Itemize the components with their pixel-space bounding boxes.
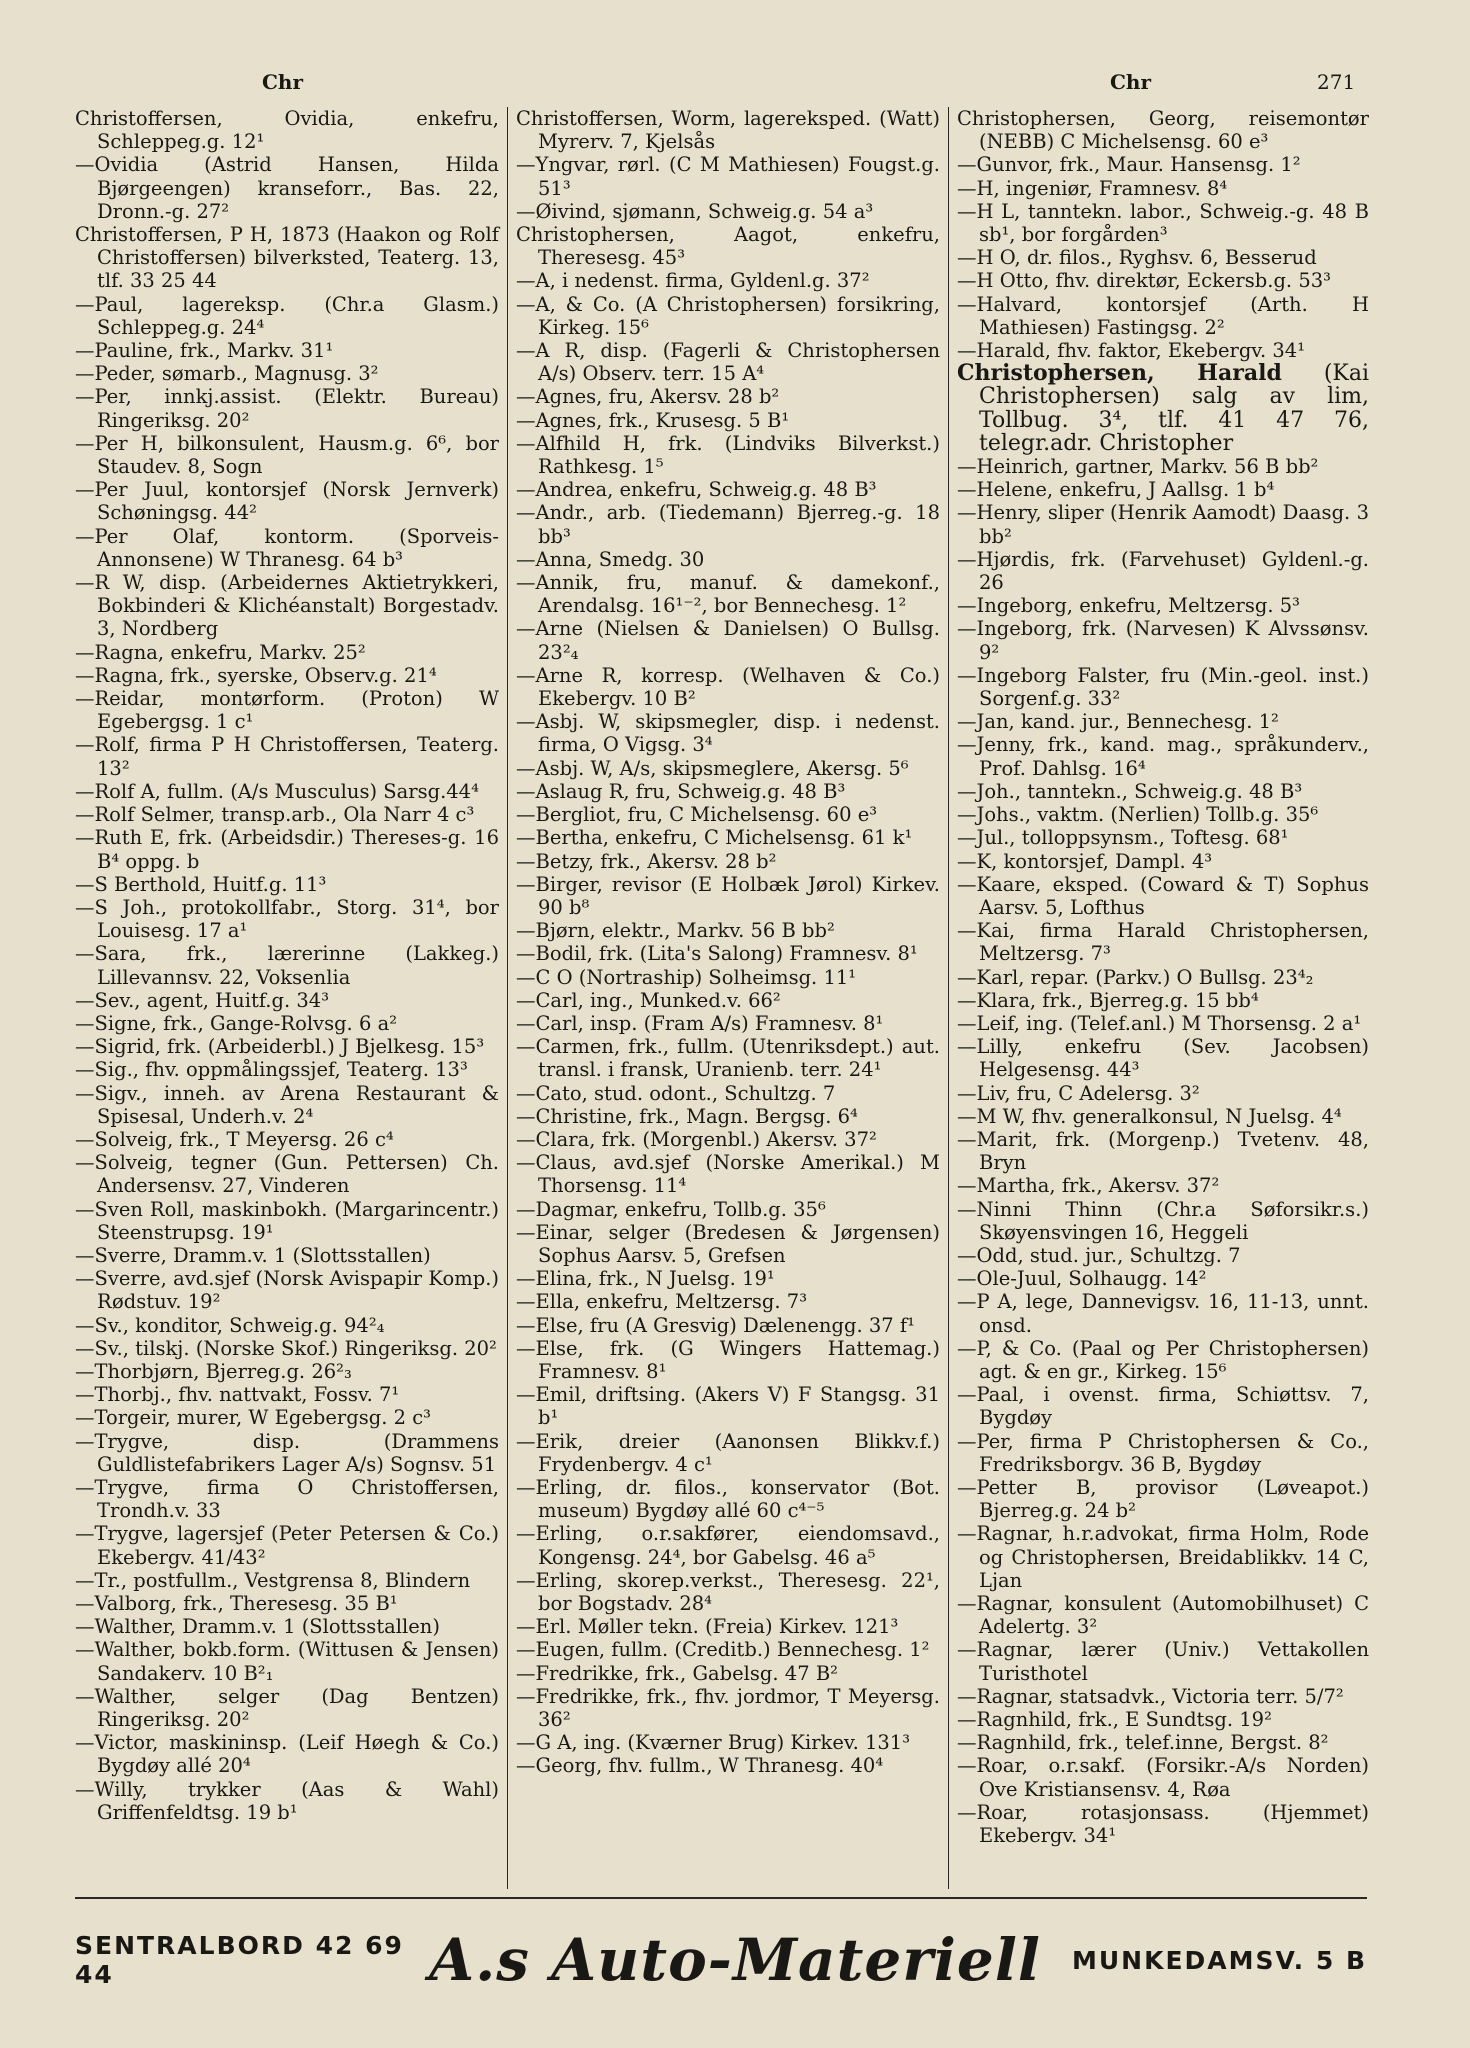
directory-entry: —Karl, repar. (Parkv.) O Bullsg. 23⁴₂ (957, 965, 1314, 989)
directory-entry: —Walther, selger (Dag Bentzen) Ringeriksg. 20² (75, 1684, 499, 1732)
directory-entry: —Signe, frk., Gange-Rolvsg. 6 a² (75, 1011, 398, 1035)
directory-entry: —Leif, ing. (Telef.anl.) M Thorsensg. 2 a¹ (957, 1011, 1362, 1035)
header-right: Chr (1110, 70, 1151, 94)
directory-entry: —Lilly, enkefru (Sev. Jacobsen) Helgesensg. 44³ (957, 1035, 1369, 1082)
directory-entry: —Rolf, firma P H Christoffersen, Teaterg. 13² (75, 733, 499, 780)
directory-entry: —Per Juul, kontorsjef (Norsk Jernverk) Schøningsg. 44² (75, 478, 499, 525)
directory-entry: —Eugen, fullm. (Creditb.) Bennechesg. 1² (516, 1638, 930, 1662)
directory-entry: —Sven Roll, maskinbokh. (Margarincentr.) Steenstrupsg. 19¹ (75, 1197, 499, 1244)
directory-entry: —Trygve, disp. (Drammens Guldlistefabrikers Lager A/s) Sognsv. 51 (75, 1429, 499, 1476)
directory-entry: —Bodil, frk. (Lita's Salong) Framnesv. 8¹ (516, 942, 918, 966)
directory-entry: Christophersen, Harald (Kai Christophersen) salg av lim, Tollbug. 3⁴, tlf. 41 47 76, telegr.adr. Christopher (957, 360, 1369, 456)
directory-entry: —Roar, o.r.sakf. (Forsikr.-A/s Norden) Ove Kristiansensv. 4, Røa (957, 1754, 1369, 1801)
ad-address: MUNKEDAMSV. 5 B (1071, 1945, 1367, 1975)
directory-entry: —Aslaug R, fru, Schweig.g. 48 B³ (516, 779, 846, 803)
directory-entry: —Ragnar, lærer (Univ.) Vettakollen Turisthotel (957, 1638, 1369, 1685)
directory-entry: —Per Olaf, kontorm. (Sporveis-Annonsene) W Thranesg. 64 b³ (75, 524, 499, 571)
directory-entry: —Ovidia (Astrid Hansen, Hilda Bjørgeengen) kranseforr., Bas. 22, Dronn.-g. 27² (75, 153, 499, 223)
directory-entry: —Ruth E, frk. (Arbeidsdir.) Thereses-g. 16 B⁴ oppg. b (75, 826, 499, 873)
directory-entry: —Tr., postfullm., Vestgrensa 8, Blindern (75, 1568, 471, 1592)
directory-entry: —Christine, frk., Magn. Bergsg. 6⁴ (516, 1104, 858, 1128)
directory-entry: —Carl, ing., Munked.v. 66² (516, 988, 781, 1012)
directory-entry: —C O (Nortraship) Solheimsg. 11¹ (516, 965, 857, 989)
directory-entry: —Øivind, sjømann, Schweig.g. 54 a³ (516, 199, 874, 223)
directory-entry: —Alfhild H, frk. (Lindviks Bilverkst.) Rathkesg. 1⁵ (516, 431, 940, 479)
directory-entry: —K, kontorsjef, Dampl. 4³ (957, 849, 1213, 873)
directory-entry: —Ingeborg, enkefru, Meltzersg. 5³ (957, 594, 1300, 618)
directory-entry: —Agnes, fru, Akersv. 28 b² (516, 385, 780, 409)
directory-entry: —Pauline, frk., Markv. 31¹ (75, 339, 334, 363)
directory-entry: —S Berthold, Huitf.g. 11³ (75, 872, 327, 896)
directory-entry: —Torgeir, murer, W Egebergsg. 2 c³ (75, 1406, 431, 1430)
directory-entry: —M W, fhv. generalkonsul, N Juelsg. 4⁴ (957, 1104, 1342, 1128)
directory-entry: Christophersen, Georg, reisemontør (NEBB) C Michelsensg. 60 e³ (957, 107, 1369, 154)
directory-entry: —Sverre, Dramm.v. 1 (Slottsstallen) (75, 1243, 431, 1267)
directory-entry: —Ingeborg Falster, fru (Min.-geol. inst.) Sorgenf.g. 33² (957, 663, 1369, 711)
directory-entry: —A R, disp. (Fagerli & Christophersen A/s) Observ. terr. 15 A⁴ (516, 339, 940, 386)
directory-entry: —Paul, lagereksp. (Chr.a Glasm.) Schleppeg.g. 24⁴ (75, 292, 499, 339)
directory-entry: —Sigv., inneh. av Arena Restaurant & Spisesal, Underh.v. 2⁴ (75, 1081, 499, 1128)
directory-entry: —Trygve, firma O Christoffersen, Trondh.v. 33 (75, 1475, 499, 1523)
directory-entry: —Ella, enkefru, Meltzersg. 7³ (516, 1290, 808, 1314)
directory-entry: —Per, firma P Christophersen & Co., Fredriksborgv. 36 B, Bygdøy (957, 1429, 1369, 1476)
directory-entry: —Claus, avd.sjef (Norske Amerikal.) M Thorsensg. 11⁴ (516, 1151, 940, 1198)
directory-entry: —Per, innkj.assist. (Elektr. Bureau) Ringeriksg. 20² (75, 385, 499, 432)
directory-entry: —Ingeborg, frk. (Narvesen) K Alvssønsv. 9² (957, 617, 1369, 664)
directory-entry: —P, & Co. (Paal og Per Christophersen) agt. & en gr., Kirkeg. 15⁶ (957, 1336, 1369, 1383)
directory-entry: —Erling, dr. filos., konservator (Bot. museum) Bygdøy allé 60 c⁴⁻⁵ (516, 1475, 940, 1523)
directory-entry: —Andrea, enkefru, Schweig.g. 48 B³ (516, 478, 877, 502)
directory-entry: —A, & Co. (A Christophersen) forsikring, Kirkeg. 15⁶ (516, 292, 940, 339)
column-2 (507, 107, 948, 1889)
directory-entry: —Arne R, korresp. (Welhaven & Co.) Ekebergv. 10 B² (516, 663, 940, 711)
directory-entry: —Birger, revisor (E Holbæk Jørol) Kirkev. 90 b⁸ (516, 872, 940, 919)
directory-entry: —H Otto, fhv. direktør, Eckersb.g. 53³ (957, 269, 1331, 293)
directory-entry: —Paal, i ovenst. firma, Schiøttsv. 7, Bygdøy (957, 1383, 1369, 1430)
directory-entry: —Klara, frk., Bjerreg.g. 15 bb⁴ (957, 988, 1259, 1012)
directory-entry: —Jenny, frk., kand. mag., språkunderv., Prof. Dahlsg. 16⁴ (957, 733, 1369, 780)
directory-entry: —Sv., konditor, Schweig.g. 94²₄ (75, 1313, 385, 1337)
ad-phone: SENTRALBORD 42 69 44 (75, 1931, 404, 1989)
directory-entry: —Ninni Thinn (Chr.a Søforsikr.s.) Skøyensvingen 16, Heggeli (957, 1197, 1369, 1244)
directory-entry: —G A, ing. (Kværner Brug) Kirkev. 131³ (516, 1731, 911, 1755)
directory-entry: —Reidar, montørform. (Proton) W Egebergsg. 1 c¹ (75, 687, 499, 734)
directory-entry: —Sev., agent, Huitf.g. 34³ (75, 988, 330, 1012)
directory-entry: —H L, tanntekn. labor., Schweig.-g. 48 B sb¹, bor forgården³ (957, 199, 1369, 247)
directory-entry: —A, i nedenst. firma, Gyldenl.g. 37² (516, 269, 870, 293)
directory-entry: —Rolf Selmer, transp.arb., Ola Narr 4 c³ (75, 803, 475, 827)
directory-entry: —Annik, fru, manuf. & damekonf., Arendalsg. 16¹⁻², bor Bennechesg. 1² (516, 571, 940, 618)
directory-entry: —Carmen, frk., fullm. (Utenriksdept.) aut. transl. i fransk, Uranienb. terr. 24¹ (516, 1035, 940, 1082)
directory-entry: —Sara, frk., lærerinne (Lakkeg.) Lillevannsv. 22, Voksenlia (75, 942, 499, 989)
ad-brand-logo: A.s Auto-Materiell (429, 1926, 1041, 1994)
advertisement-banner (75, 1915, 1367, 2005)
directory-entry: —Ole-Juul, Solhaugg. 14² (957, 1267, 1207, 1291)
directory-entry: Christophersen, Aagot, enkefru, Theresesg. 45³ (516, 223, 940, 270)
directory-entry: Christoffersen, P H, 1873 (Haakon og Rolf Christoffersen) bilverksted, Teaterg. 13, tlf. 33 25 44 (75, 223, 499, 293)
directory-entry: —Odd, stud. jur., Schultzg. 7 (957, 1243, 1241, 1267)
directory-entry: —Peder, sømarb., Magnusg. 3² (75, 362, 379, 386)
directory-entry: —Ragnhild, frk., telef.inne, Bergst. 8² (957, 1731, 1329, 1755)
directory-entry: —Thorbj., fhv. nattvakt, Fossv. 7¹ (75, 1383, 400, 1407)
directory-entry: —Harald, fhv. faktor, Ekebergv. 34¹ (957, 339, 1306, 363)
directory-entry: —Joh., tanntekn., Schweig.g. 48 B³ (957, 779, 1303, 803)
directory-entry: —Agnes, frk., Krusesg. 5 B¹ (516, 408, 790, 432)
directory-entry: —Einar, selger (Bredesen & Jørgensen) Sophus Aarsv. 5, Grefsen (516, 1220, 940, 1267)
directory-entry: —Betzy, frk., Akersv. 28 b² (516, 849, 777, 873)
directory-entry: —Solveig, tegner (Gun. Pettersen) Ch. Andersensv. 27, Vinderen (75, 1151, 499, 1198)
directory-entry: —Erling, o.r.sakfører, eiendomsavd., Kongensg. 24⁴, bor Gabelsg. 46 a⁵ (516, 1522, 940, 1569)
directory-entry: —Jan, kand. jur., Bennechesg. 1² (957, 710, 1279, 734)
directory-entry: —Helene, enkefru, J Aallsg. 1 b⁴ (957, 478, 1275, 502)
directory-entry: —Halvard, kontorsjef (Arth. H Mathiesen) Fastingsg. 2² (957, 292, 1369, 339)
directory-entry: —Asbj. W, skipsmegler, disp. i nedenst. firma, O Vigsg. 3⁴ (516, 710, 940, 757)
header-left: Chr (262, 70, 303, 94)
directory-entry: —Marit, frk. (Morgenp.) Tvetenv. 48, Bryn (957, 1127, 1369, 1175)
directory-entry: —Else, frk. (G Wingers Hattemag.) Framnesv. 8¹ (516, 1336, 940, 1383)
directory-entry: —Erl. Møller tekn. (Freia) Kirkev. 121³ (516, 1615, 899, 1639)
directory-columns (75, 107, 1369, 1889)
directory-entry: —Ragna, frk., syerske, Observ.g. 21⁴ (75, 663, 437, 687)
directory-entry: —Solveig, frk., T Meyersg. 26 c⁴ (75, 1127, 394, 1151)
directory-entry: —Fredrikke, frk., Gabelsg. 47 B² (516, 1661, 838, 1685)
directory-entry: —Sig., fhv. oppmålingssjef, Teaterg. 13³ (75, 1058, 468, 1082)
directory-entry: —Arne (Nielsen & Danielsen) O Bullsg. 23²₄ (516, 617, 940, 664)
directory-entry: —Thorbjørn, Bjerreg.g. 26²₃ (75, 1359, 352, 1383)
directory-entry: —Petter B, provisor (Løveapot.) Bjerreg.g. 24 b² (957, 1475, 1369, 1523)
directory-entry: —Carl, insp. (Fram A/s) Framnesv. 8¹ (516, 1011, 884, 1035)
directory-entry: —Sv., tilskj. (Norske Skof.) Ringeriksg. 20² (75, 1336, 497, 1360)
directory-entry: —Sigrid, frk. (Arbeiderbl.) J Bjelkesg. 15³ (75, 1035, 485, 1059)
bottom-rule (75, 1897, 1367, 1899)
directory-entry: —Roar, rotasjonsass. (Hjemmet) Ekebergv. 34¹ (957, 1800, 1369, 1848)
directory-entry: —Georg, fhv. fullm., W Thranesg. 40⁴ (516, 1754, 884, 1778)
directory-entry: —Ragnar, konsulent (Automobilhuset) C Adelertg. 3² (957, 1592, 1369, 1639)
directory-entry: —Sverre, avd.sjef (Norsk Avispapir Komp.) Rødstuv. 19² (75, 1267, 499, 1314)
directory-entry: —Yngvar, rørl. (C M Mathiesen) Fougst.g. 51³ (516, 153, 940, 200)
directory-entry: —Emil, driftsing. (Akers V) F Stangsg. 31 b¹ (516, 1383, 940, 1430)
directory-entry: —Erik, dreier (Aanonsen Blikkv.f.) Frydenbergv. 4 c¹ (516, 1429, 940, 1476)
directory-entry: —Willy, trykker (Aas & Wahl) Griffenfeldtsg. 19 b¹ (75, 1777, 499, 1824)
directory-entry: —Kai, firma Harald Christophersen, Meltzersg. 7³ (957, 919, 1369, 966)
directory-entry: —Ragnar, statsadvk., Victoria terr. 5/7² (957, 1684, 1344, 1708)
directory-entry: —Elina, frk., N Juelsg. 19¹ (516, 1267, 775, 1291)
directory-entry: —Bergliot, fru, C Michelsensg. 60 e³ (516, 803, 878, 827)
directory-entry: —Gunvor, frk., Maur. Hansensg. 1² (957, 153, 1301, 177)
page-number: 271 (1317, 70, 1356, 94)
directory-entry: —Bjørn, elektr., Markv. 56 B bb² (516, 919, 835, 943)
directory-entry: —Martha, frk., Akersv. 37² (957, 1174, 1220, 1198)
directory-entry: —R W, disp. (Arbeidernes Aktietrykkeri, Bokbinderi & Klichéanstalt) Borgestadv. 3, Nordberg (75, 571, 499, 641)
directory-entry: —Asbj. W, A/s, skipsmeglere, Akersg. 5⁶ (516, 756, 909, 780)
directory-entry: —Erling, skorep.verkst., Theresesg. 22¹, bor Bogstadv. 28⁴ (516, 1568, 940, 1615)
directory-entry: —Jul., tolloppsynsm., Toftesg. 68¹ (957, 826, 1289, 850)
directory-entry: —H, ingeniør, Framnesv. 8⁴ (957, 176, 1228, 200)
directory-entry: —Walther, Dramm.v. 1 (Slottsstallen) (75, 1615, 440, 1639)
directory-entry: —Dagmar, enkefru, Tollb.g. 35⁶ (516, 1197, 826, 1221)
directory-entry: Christoffersen, Ovidia, enkefru, Schleppeg.g. 12¹ (75, 107, 499, 154)
directory-entry: —Bertha, enkefru, C Michelsensg. 61 k¹ (516, 826, 913, 850)
directory-entry: Christoffersen, Worm, lagereksped. (Watt) Myrerv. 7, Kjelsås (516, 107, 940, 154)
directory-entry: —Per H, bilkonsulent, Hausm.g. 6⁶, bor Staudev. 8, Sogn (75, 431, 499, 479)
directory-entry: —Hjørdis, frk. (Farvehuset) Gyldenl.-g. 26 (957, 547, 1369, 595)
directory-entry: —Henry, sliper (Henrik Aamodt) Daasg. 3 bb² (957, 501, 1369, 548)
directory-entry: —Andr., arb. (Tiedemann) Bjerreg.-g. 18 bb³ (516, 501, 940, 548)
directory-entry: —Kaare, eksped. (Coward & T) Sophus Aarsv. 5, Lofthus (957, 872, 1369, 919)
directory-entry: —Fredrikke, frk., fhv. jordmor, T Meyersg. 36² (516, 1684, 940, 1732)
directory-entry: —Else, fru (A Gresvig) Dælenengg. 37 f¹ (516, 1313, 915, 1337)
directory-entry: —Liv, fru, C Adelersg. 3² (957, 1081, 1200, 1105)
directory-entry: —Cato, stud. odont., Schultzg. 7 (516, 1081, 836, 1105)
directory-entry: —P A, lege, Dannevigsv. 16, 11-13, unnt. onsd. (957, 1290, 1369, 1337)
directory-entry: —Victor, maskininsp. (Leif Høegh & Co.) Bygdøy allé 20⁴ (75, 1731, 499, 1778)
directory-entry: —Walther, bokb.form. (Wittusen & Jensen) Sandakerv. 10 B²₁ (75, 1638, 499, 1685)
directory-entry: —Trygve, lagersjef (Peter Petersen & Co.) Ekebergv. 41/43² (75, 1522, 499, 1569)
directory-entry: —Ragnhild, frk., E Sundtsg. 19² (957, 1708, 1272, 1732)
directory-entry: —Valborg, frk., Theresesg. 35 B¹ (75, 1592, 398, 1615)
directory-entry: —Heinrich, gartner, Markv. 56 B bb² (957, 455, 1319, 479)
directory-entry: —S Joh., protokollfabr., Storg. 31⁴, bor Louisesg. 17 a¹ (75, 895, 499, 943)
column-3 (948, 107, 1369, 1889)
directory-entry: —H O, dr. filos., Ryghsv. 6, Besserud (957, 246, 1317, 270)
directory-entry: —Anna, Smedg. 30 (516, 547, 705, 571)
directory-entry: —Johs., vaktm. (Nerlien) Tollb.g. 35⁶ (957, 803, 1319, 827)
directory-entry: —Clara, frk. (Morgenbl.) Akersv. 37² (516, 1127, 877, 1151)
directory-entry: —Ragnar, h.r.advokat, firma Holm, Rode og Christophersen, Breidablikkv. 14 C, Ljan (957, 1522, 1369, 1592)
column-1 (75, 107, 507, 1889)
directory-entry: —Rolf A, fullm. (A/s Musculus) Sarsg.44⁴ (75, 779, 479, 803)
directory-entry: —Ragna, enkefru, Markv. 25² (75, 640, 366, 664)
